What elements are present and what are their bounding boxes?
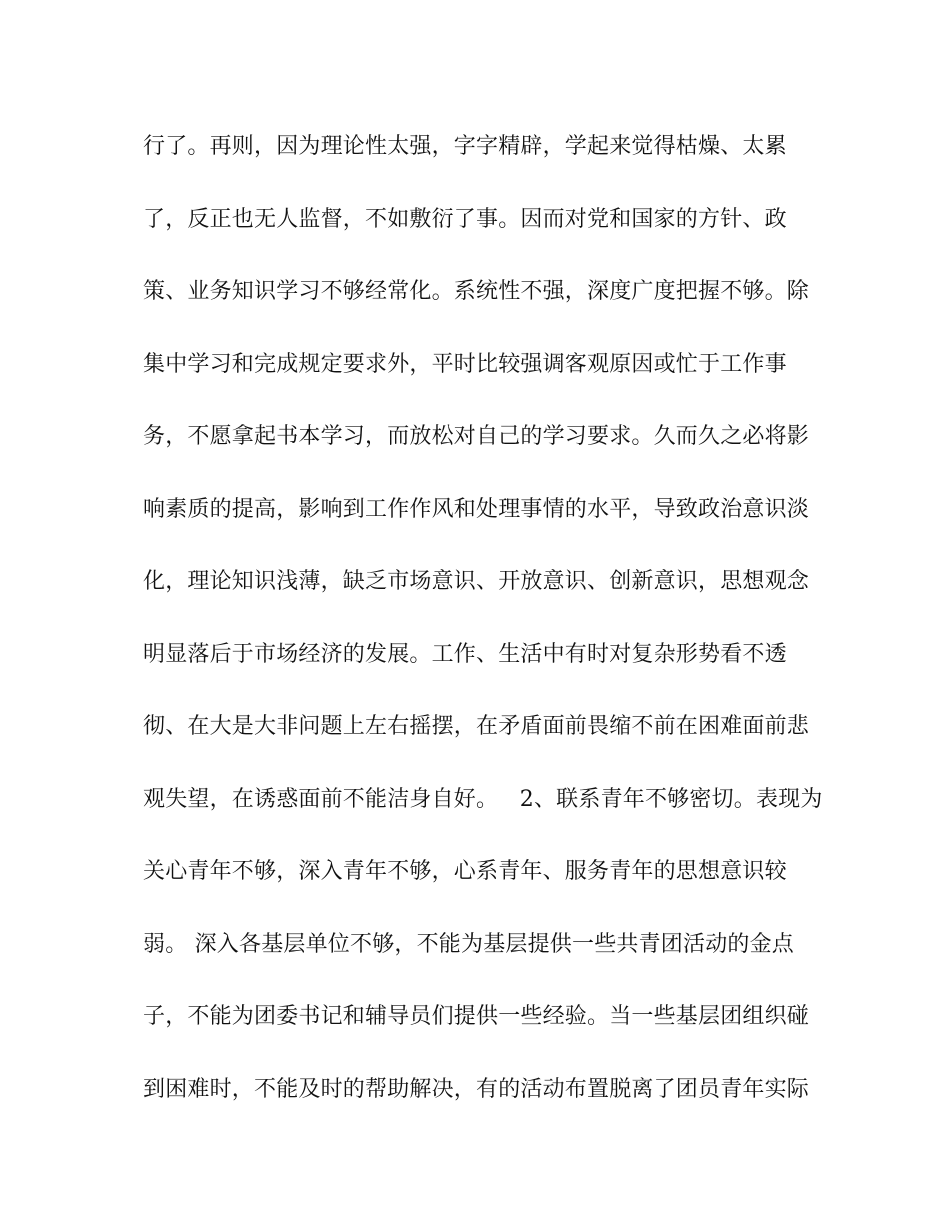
text-line: 到困难时，不能及时的帮助解决，有的活动布置脱离了团员青年实际 [143,1076,810,1102]
text-line: 响素质的提高，影响到工作作风和处理事情的水平，导致政治意识淡 [143,496,810,522]
text-line: 了，反正也无人监督，不如敷衍了事。因而对党和国家的方针、政 [143,206,787,232]
text-line: 集中学习和完成规定要求外，平时比较强调客观原因或忙于工作事 [143,351,787,377]
text-line: 策、业务知识学习不够经常化。系统性不强，深度广度把握不够。除 [143,279,810,304]
text-line: 关心青年不够，深入青年不够，心系青年、服务青年的思想意识较 [143,859,787,884]
text-line: 子，不能为团委书记和辅导员们提供一些经验。当一些基层团组织碰 [143,1004,810,1029]
text-line: 观失望，在诱惑面前不能洁身自好。 2、联系青年不够密切。表现为 [143,786,823,812]
text-line: 务，不愿拿起书本学习，而放松对自己的学习要求。久而久之必将影 [143,424,810,449]
body-text [143,120,823,1135]
text-line: 彻、在大是大非问题上左右摇摆，在矛盾面前畏缩不前在困难面前悲 [143,714,810,739]
text-line: 明显落后于市场经济的发展。工作、生活中有时对复杂形势看不透 [143,641,787,667]
text-line: 行了。再则，因为理论性太强，字字精辟，学起来觉得枯燥、太累 [143,134,787,159]
text-line: 化，理论知识浅薄，缺乏市场意识、开放意识、创新意识，思想观念 [143,569,810,594]
text-line: 弱。 深入各基层单位不够，不能为基层提供一些共青团活动的金点 [143,931,794,957]
